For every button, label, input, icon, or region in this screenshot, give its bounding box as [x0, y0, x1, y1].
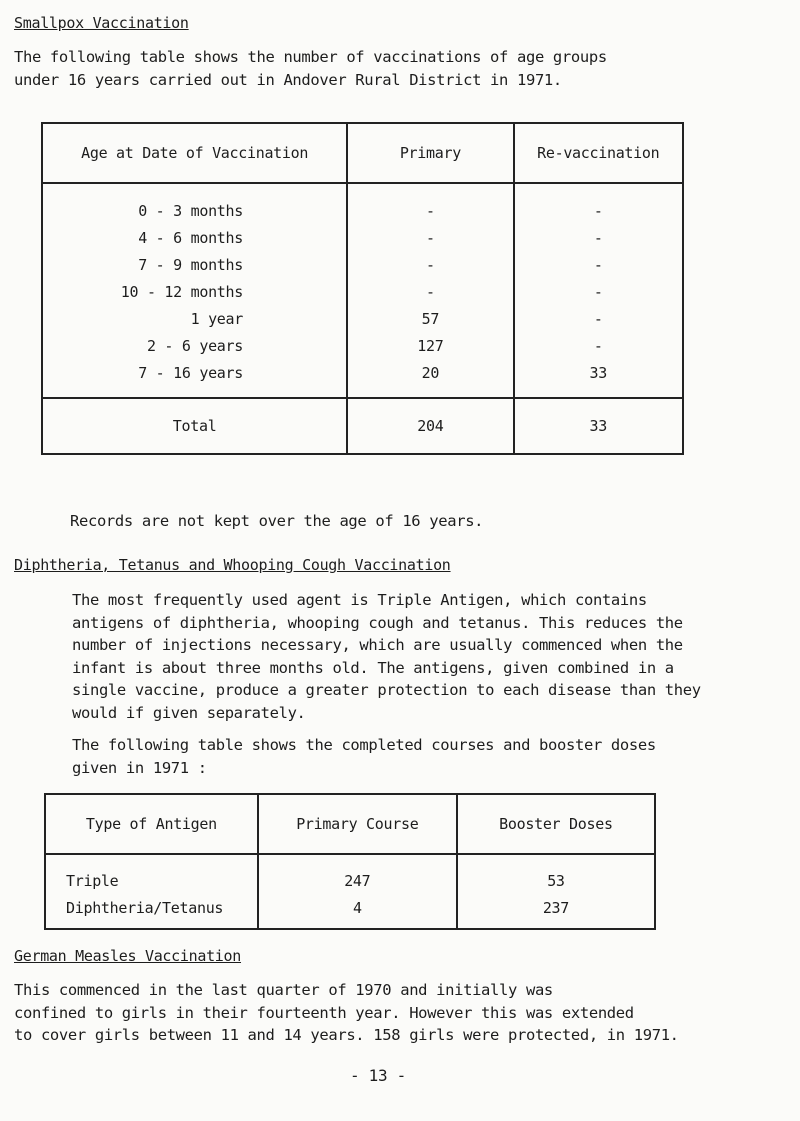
- records-note: Records are not kept over the age of 16 years.: [70, 512, 484, 530]
- primary-row-1: -: [426, 229, 435, 247]
- antigen-type-column: [45, 854, 258, 929]
- age-row-6: 7 - 16 years: [138, 364, 243, 382]
- total-primary: 204: [347, 398, 513, 454]
- revacc-row-2: -: [593, 256, 603, 274]
- smallpox-table: [41, 122, 684, 455]
- total-label: Total: [42, 398, 347, 454]
- antigen-type-row-0: Triple: [66, 872, 119, 890]
- age-row-0: 0 - 3 months: [138, 202, 243, 220]
- primary-row-2: -: [426, 256, 435, 274]
- antigen-table-body: [45, 854, 655, 929]
- age-row-5: 2 - 6 years: [146, 337, 243, 355]
- antigen-type-row-1: Diphtheria/Tetanus: [66, 899, 224, 917]
- column-header-primary: Primary: [347, 123, 513, 183]
- booster-row-0: 53: [547, 872, 565, 890]
- primary-row-6: 20: [421, 364, 440, 382]
- smallpox-total-row: [42, 398, 683, 454]
- measles-heading: German Measles Vaccination: [14, 947, 242, 965]
- smallpox-heading: Smallpox Vaccination: [14, 14, 189, 32]
- revacc-row-1: -: [593, 229, 603, 247]
- booster-row-1: 237: [542, 899, 570, 917]
- primary-course-row-1: 4: [352, 899, 362, 917]
- primary-row-0: -: [426, 202, 435, 220]
- revaccination-column: [514, 183, 684, 398]
- age-row-4: 1 year: [190, 310, 243, 328]
- smallpox-table-header: [42, 123, 683, 183]
- column-header-booster-doses: Booster Doses: [457, 794, 655, 854]
- column-header-primary-course: Primary Course: [258, 794, 457, 854]
- booster-doses-column: [457, 854, 655, 929]
- revacc-row-3: -: [593, 283, 603, 301]
- age-row-3: 10 - 12 months: [120, 283, 243, 301]
- smallpox-table-body: [42, 183, 683, 398]
- diphtheria-paragraph: The most frequently used agent is Triple Antigen, which contains antigens of diphtheria, whooping cough and tetanus. This reduces the number of injections necessary, which are usually commenced when the infant is about three months old. The antigens, given combined in a single vaccine, produce a greater protection to each disease than they would if given separately.: [72, 591, 701, 722]
- age-row-1: 4 - 6 months: [138, 229, 243, 247]
- primary-row-5: 127: [417, 337, 444, 355]
- primary-course-row-0: 247: [344, 872, 371, 890]
- age-row-2: 7 - 9 months: [138, 256, 243, 274]
- antigen-table-header: [45, 794, 655, 854]
- age-column: [42, 183, 347, 398]
- total-revaccination: 33: [514, 398, 684, 454]
- revacc-row-6: 33: [589, 364, 607, 382]
- primary-row-3: -: [426, 283, 435, 301]
- revacc-row-0: -: [593, 202, 603, 220]
- antigen-table: [44, 793, 656, 930]
- revacc-row-4: -: [593, 310, 603, 328]
- primary-course-column: [258, 854, 457, 929]
- smallpox-intro: The following table shows the number of vaccinations of age groups under 16 years carried out in Andover Rural District in 1971.: [14, 48, 607, 89]
- column-header-antigen-type: Type of Antigen: [45, 794, 258, 854]
- primary-row-4: 57: [421, 310, 440, 328]
- page-number: - 13 -: [350, 1066, 406, 1085]
- diphtheria-heading: Diphtheria, Tetanus and Whooping Cough Vaccination: [14, 556, 451, 574]
- primary-column: [347, 183, 513, 398]
- column-header-age: Age at Date of Vaccination: [42, 123, 347, 183]
- booster-paragraph: The following table shows the completed courses and booster doses given in 1971 :: [72, 736, 656, 777]
- column-header-revaccination: Re-vaccination: [514, 123, 684, 183]
- measles-paragraph: This commenced in the last quarter of 1970 and initially was confined to girls in their fourteenth year. However this was extended to cover girls between 11 and 14 years. 158 girls were protected, in 1971.: [14, 981, 679, 1044]
- revacc-row-5: -: [593, 337, 603, 355]
